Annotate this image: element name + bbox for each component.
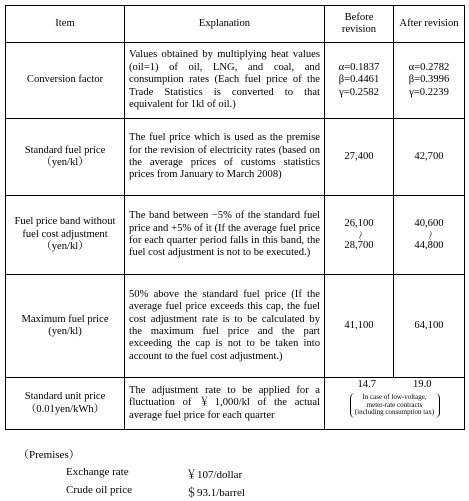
- explanation-cell: The fuel price which is used as the premise for the revision of electricity rates (based on the average prices of customs statistics prices from January to March 2008): [125, 119, 325, 196]
- after-cell: [394, 43, 465, 119]
- gamma-before: γ=0.2582: [339, 86, 379, 98]
- range-mark: 〜: [353, 230, 365, 240]
- table-row-standard-unit-price: [6, 378, 465, 430]
- band-low-before: 26,100: [344, 218, 374, 230]
- item-cell: [6, 378, 125, 430]
- range-mark: 〜: [423, 230, 435, 240]
- premise-value: ￥107/dollar: [186, 469, 243, 481]
- band-low-after: 40,600: [414, 218, 444, 230]
- alpha-after: α=0.2782: [408, 61, 450, 73]
- item-label: Standard fuel price: [24, 144, 106, 156]
- beta-before: β=0.4461: [338, 74, 380, 86]
- before-cell: [325, 196, 394, 275]
- explanation-cell: The adjustment rate to be applied for a fluctuation of ￥1,000/kl of the actual average fuel price for each quarter: [125, 378, 325, 430]
- beta-after: β=0.3996: [408, 74, 450, 86]
- table-row-conversion-factor: [6, 43, 465, 119]
- item-label: Fuel price band without fuel cost adjustment: [14, 216, 116, 240]
- premise-label: Crude oil price: [66, 484, 132, 496]
- item-cell: [6, 196, 125, 275]
- header-explanation: Explanation: [125, 6, 325, 43]
- after-cell: 64,100: [394, 275, 465, 378]
- item-unit: （yen/kl）: [41, 157, 89, 168]
- table-row-standard-fuel-price: [6, 119, 465, 196]
- after-cell: 42,700: [394, 119, 465, 196]
- band-high-before: 28,700: [344, 239, 374, 251]
- premises-title: （Premises）: [18, 449, 80, 461]
- before-value: 14.7: [357, 379, 377, 390]
- header-row: [6, 6, 465, 43]
- before-cell: 27,400: [325, 119, 394, 196]
- item-unit: (yen/kl): [48, 326, 82, 337]
- explanation-cell: 50% above the standard fuel price (If the average fuel price exceeds this cap, the fuel cost adjustment rate is to be calculated by the maximum fuel price and the part exceeding the cap is not to be taken into account to the fuel cost adjustment.): [125, 275, 325, 378]
- unit-price-cell: [325, 378, 465, 430]
- item-cell: Conversion factor: [6, 43, 125, 119]
- item-unit: （yen/kl）: [41, 241, 89, 253]
- after-cell: [394, 196, 465, 275]
- revision-table: [5, 5, 465, 430]
- header-item: Item: [6, 6, 125, 43]
- alpha-before: α=0.1837: [338, 61, 380, 73]
- gamma-after: γ=0.2239: [409, 86, 449, 98]
- contract-note: In case of low-voltage, meter-rate contracts (including consumption tax): [350, 393, 440, 418]
- after-value: 19.0: [412, 379, 432, 390]
- item-label: Standard unit price: [24, 391, 106, 403]
- explanation-cell: Values obtained by multiplying heat values (oil=1) of oil, LNG, and coal, and consumption rates (Each fuel price of the Trade Statistics is converted to that equivalent for 1kl of oil.): [125, 43, 325, 119]
- item-cell: [6, 119, 125, 196]
- premise-value: ＄93.1/barrel: [186, 487, 245, 499]
- item-label: Maximum fuel price: [21, 313, 109, 325]
- header-before-revision: Before revision: [325, 6, 394, 43]
- before-cell: 41,100: [325, 275, 394, 378]
- explanation-cell: The band between −5% of the standard fuel price and +5% of it (If the average fuel price for each quarter period falls in this band, the fuel cost adjustment is not to be executed.): [125, 196, 325, 275]
- item-unit: （0.01yen/kWh）: [25, 403, 105, 415]
- premise-label: Exchange rate: [66, 466, 129, 478]
- before-cell: [325, 43, 394, 119]
- header-after-revision: After revision: [394, 6, 465, 43]
- table-row-fuel-price-band: [6, 196, 465, 275]
- item-cell: [6, 275, 125, 378]
- table-row-maximum-fuel-price: [6, 275, 465, 378]
- band-high-after: 44,800: [414, 239, 444, 251]
